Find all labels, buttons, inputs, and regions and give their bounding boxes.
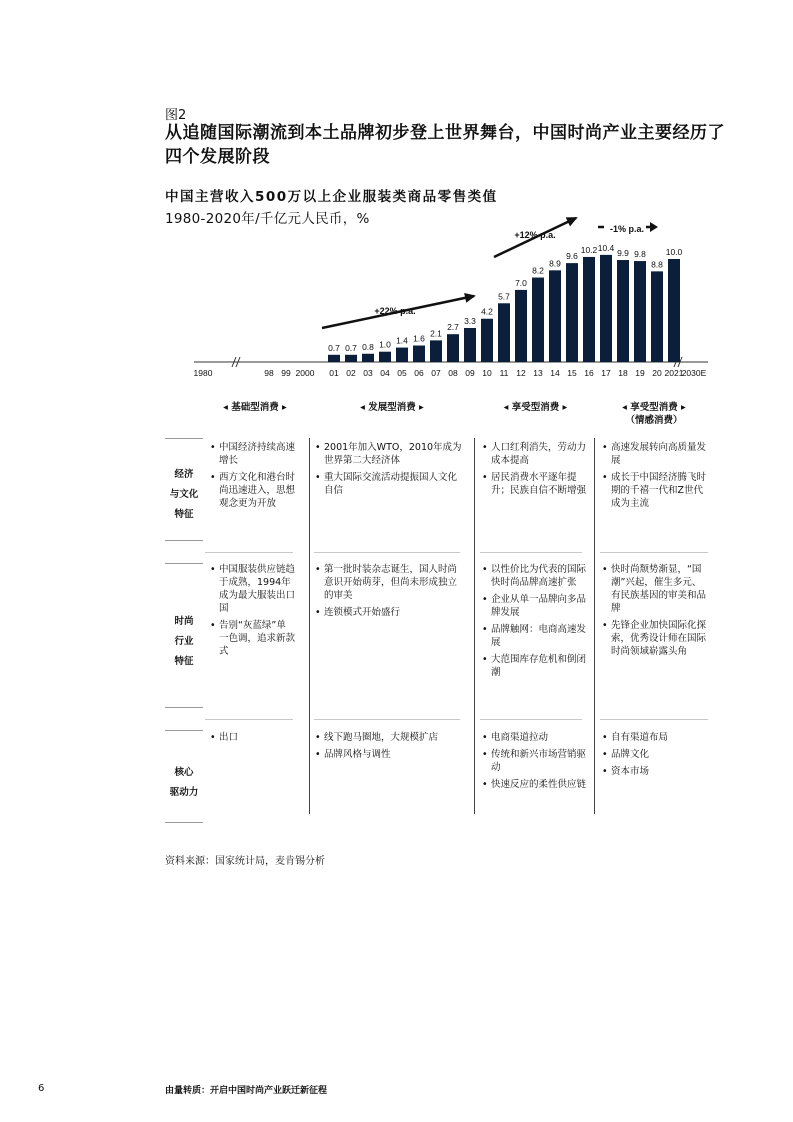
bar: [345, 355, 357, 362]
x-tick-label: 01: [329, 368, 339, 378]
x-tick-label: 20: [652, 368, 662, 378]
row-label-industry: 时尚 行业 特征: [174, 616, 194, 667]
bullet-item: • 西方文化和港台时尚迅速进入，思想观念更为开放: [210, 471, 295, 510]
stage-header-emotional: ◂ 享受型消费 ▸ （情感消费）: [622, 402, 686, 426]
cell-r2c4: [602, 563, 710, 662]
bullet-item: • 告别“灰蓝绿”单一色调，追求新款式: [210, 619, 295, 658]
column-separator: [309, 438, 310, 814]
bullet-item: • 连锁模式开始盛行: [315, 606, 463, 619]
bullet-item: • 中国经济持续高速增长: [210, 441, 295, 467]
bullet-item: • 品牌触网：电商高速发展: [482, 623, 586, 649]
x-tick-label: 08: [448, 368, 458, 378]
figure-title: 从追随国际潮流到本土品牌初步登上世界舞台，中国时尚产业主要经历了四个发展阶段: [165, 123, 725, 167]
bullet-item: • 大范围库存危机和倒闭潮: [482, 653, 586, 679]
stage-label: 享受型消费: [511, 402, 560, 413]
bar: [362, 354, 374, 362]
growth-arrowhead: [464, 293, 476, 303]
x-tick-label: 17: [601, 368, 611, 378]
row-label-driver: 核心 驱动力: [169, 767, 199, 798]
growth-rate-label: +12% p.a.: [514, 230, 556, 240]
cell-r1c2: [315, 441, 463, 501]
bar-value-label: 1.0: [379, 339, 391, 350]
bar-value-label: 9.6: [566, 251, 578, 262]
row-label-divider: [165, 438, 203, 439]
cell-r3c3: [482, 731, 586, 795]
bar: [430, 340, 442, 362]
stage-header-enjoyment: ◂ 享受型消费 ▸: [503, 402, 568, 413]
bar: [328, 355, 340, 362]
stage-label: 发展型消费: [368, 402, 416, 413]
bar-value-label: 0.7: [345, 342, 357, 353]
bar-value-label: 8.2: [532, 265, 544, 276]
bar: [651, 271, 663, 362]
bullet-item: • 自有渠道布局: [602, 731, 710, 744]
bullet-item: • 品牌文化: [602, 748, 710, 761]
bar-value-label: 1.4: [396, 335, 408, 346]
bullet-item: • 第一批时装杂志诞生，国人时尚意识开始萌芽，但尚未形成独立的审美: [315, 563, 463, 602]
x-tick-label: 14: [550, 368, 560, 378]
row-divider: [205, 719, 293, 720]
bar: [447, 334, 459, 362]
column-separator: [594, 438, 595, 814]
growth-rate-label: -1% p.a.: [609, 224, 645, 234]
bullet-item: • 高速发展转向高质量发展: [602, 441, 710, 467]
x-tick-label: 02: [346, 368, 356, 378]
cell-r3c4: [602, 731, 710, 782]
cell-r1c3: [482, 441, 586, 501]
x-tick-label: 2000: [295, 368, 315, 378]
bar-value-label: 3.3: [464, 316, 476, 327]
x-tick-label: 06: [414, 368, 424, 378]
bullet-item: • 重大国际交流活动提振国人文化自信: [315, 471, 463, 497]
row-label-divider: [165, 563, 203, 564]
x-tick-label: 12: [516, 368, 526, 378]
bullet-item: • 先锋企业加快国际化探索，优秀设计师在国际时尚领域崭露头角: [602, 619, 710, 658]
bar-chart: [0, 210, 793, 385]
bar-value-label: 10.0: [665, 247, 683, 257]
bullet-item: • 居民消费水平逐年提升；民族自信不断增强: [482, 471, 586, 497]
bullet-item: • 中国服装供应链趋于成熟，1994年成为最大服装出口国: [210, 563, 295, 615]
row-divider: [314, 552, 460, 553]
bar: [396, 348, 408, 362]
x-tick-label: 98: [264, 368, 274, 378]
bar-value-label: 9.9: [617, 248, 629, 259]
bar: [566, 263, 578, 362]
x-tick-label: 2030E: [681, 368, 707, 378]
bar: [583, 257, 595, 362]
x-tick-label: 11: [499, 368, 509, 378]
row-divider: [600, 552, 708, 553]
bar-value-label: 2.7: [447, 322, 459, 333]
page-number: 6: [38, 1083, 45, 1094]
x-tick-label: 19: [635, 368, 645, 378]
bar: [634, 261, 646, 362]
bullet-item: • 品牌风格与调性: [315, 748, 463, 761]
growth-arrowhead: [650, 222, 658, 232]
x-tick-label: 99: [281, 368, 291, 378]
row-divider: [205, 552, 293, 553]
bar: [413, 346, 425, 362]
x-tick-label: 03: [363, 368, 373, 378]
bar: [532, 278, 544, 362]
row-label-divider: [165, 730, 203, 731]
bar: [600, 255, 612, 362]
bar-value-label: 0.8: [362, 341, 374, 352]
row-divider: [314, 719, 460, 720]
bullet-item: • 资本市场: [602, 765, 710, 778]
bullet-item: • 传统和新兴市场营销驱动: [482, 748, 586, 774]
bullet-item: • 出口: [210, 731, 295, 744]
bullet-item: • 快速反应的柔性供应链: [482, 778, 586, 791]
bar-value-label: 8.8: [651, 259, 663, 270]
stage-header-basic: ◂ 基础型消费 ▸: [223, 402, 287, 413]
growth-rate-label: +22% p.a.: [374, 306, 416, 316]
source-note: 资料来源：国家统计局，麦肯锡分析: [165, 856, 325, 867]
bar-value-label: 0.7: [328, 342, 340, 353]
stage-label: 基础型消费: [231, 402, 279, 413]
bullet-item: • 快时尚颓势渐显，“国潮”兴起，催生多元、有民族基因的审美和品牌: [602, 563, 710, 615]
bar-value-label: 4.2: [481, 306, 493, 317]
cell-r1c1: [210, 441, 295, 514]
bar-value-label: 1.6: [413, 333, 425, 344]
bar-value-label: 5.7: [498, 291, 510, 302]
row-label-economy: 经济 与文化 特征: [169, 469, 199, 520]
x-tick-label: 10: [482, 368, 492, 378]
x-tick-label: 18: [618, 368, 628, 378]
cell-r2c2: [315, 563, 463, 623]
bullet-item: • 2001年加入WTO，2010年成为世界第二大经济体: [315, 441, 463, 467]
x-tick-label: 09: [465, 368, 475, 378]
x-tick-label: 04: [380, 368, 390, 378]
bar: [617, 260, 629, 362]
bar: [515, 290, 527, 362]
row-divider: [600, 719, 708, 720]
bar-value-label: 2.1: [430, 328, 442, 339]
bar-value-label: 9.8: [634, 249, 646, 260]
bar-value-label: 10.2: [580, 244, 598, 255]
bullet-item: • 人口红利消失，劳动力成本提高: [482, 441, 586, 467]
x-tick-label: 1980: [193, 368, 213, 378]
bar-value-label: 7.0: [515, 277, 527, 288]
bar-value-label: 8.9: [549, 258, 561, 269]
x-tick-label: 05: [397, 368, 407, 378]
bar-value-label: 10.4: [597, 242, 615, 253]
x-tick-label: 16: [584, 368, 594, 378]
row-label-divider: [165, 822, 203, 823]
bar: [481, 319, 493, 362]
row-label-divider: [165, 540, 203, 541]
row-divider: [480, 719, 582, 720]
cell-r2c3: [482, 563, 586, 683]
chart-title: 中国主营收入500万以上企业服装类商品零售类值: [165, 189, 498, 205]
bullet-item: • 以性价比为代表的国际快时尚品牌高速扩张: [482, 563, 586, 589]
stage-sublabel: （情感消费）: [625, 415, 683, 426]
x-tick-label: 2021: [664, 368, 684, 378]
cell-r3c1: [210, 731, 295, 748]
x-tick-label: 13: [533, 368, 543, 378]
bar: [379, 352, 391, 362]
cell-r3c2: [315, 731, 463, 765]
bar: [498, 303, 510, 362]
bullet-item: • 线下跑马圈地，大规模扩店: [315, 731, 463, 744]
x-tick-label: 07: [431, 368, 441, 378]
chart-subtitle: 1980-2020年/千亿元人民币，%: [165, 211, 370, 227]
cell-r2c1: [210, 563, 295, 662]
row-divider: [480, 552, 582, 553]
bar: [464, 328, 476, 362]
column-separator: [474, 438, 475, 814]
footer-title: 由量转质：开启中国时尚产业跃迁新征程: [165, 1086, 328, 1096]
bar: [668, 259, 680, 362]
bar: [549, 270, 561, 362]
cell-r1c4: [602, 441, 710, 514]
row-label-divider: [165, 707, 203, 708]
bullet-item: • 电商渠道拉动: [482, 731, 586, 744]
figure-label: 图2: [165, 108, 187, 123]
stage-header-development: ◂ 发展型消费 ▸: [360, 402, 424, 413]
bullet-item: • 企业从单一品牌向多品牌发展: [482, 593, 586, 619]
bullet-item: • 成长于中国经济腾飞时期的千禧一代和Z世代成为主流: [602, 471, 710, 510]
stage-label: 享受型消费: [630, 402, 678, 413]
x-tick-label: 15: [567, 368, 577, 378]
